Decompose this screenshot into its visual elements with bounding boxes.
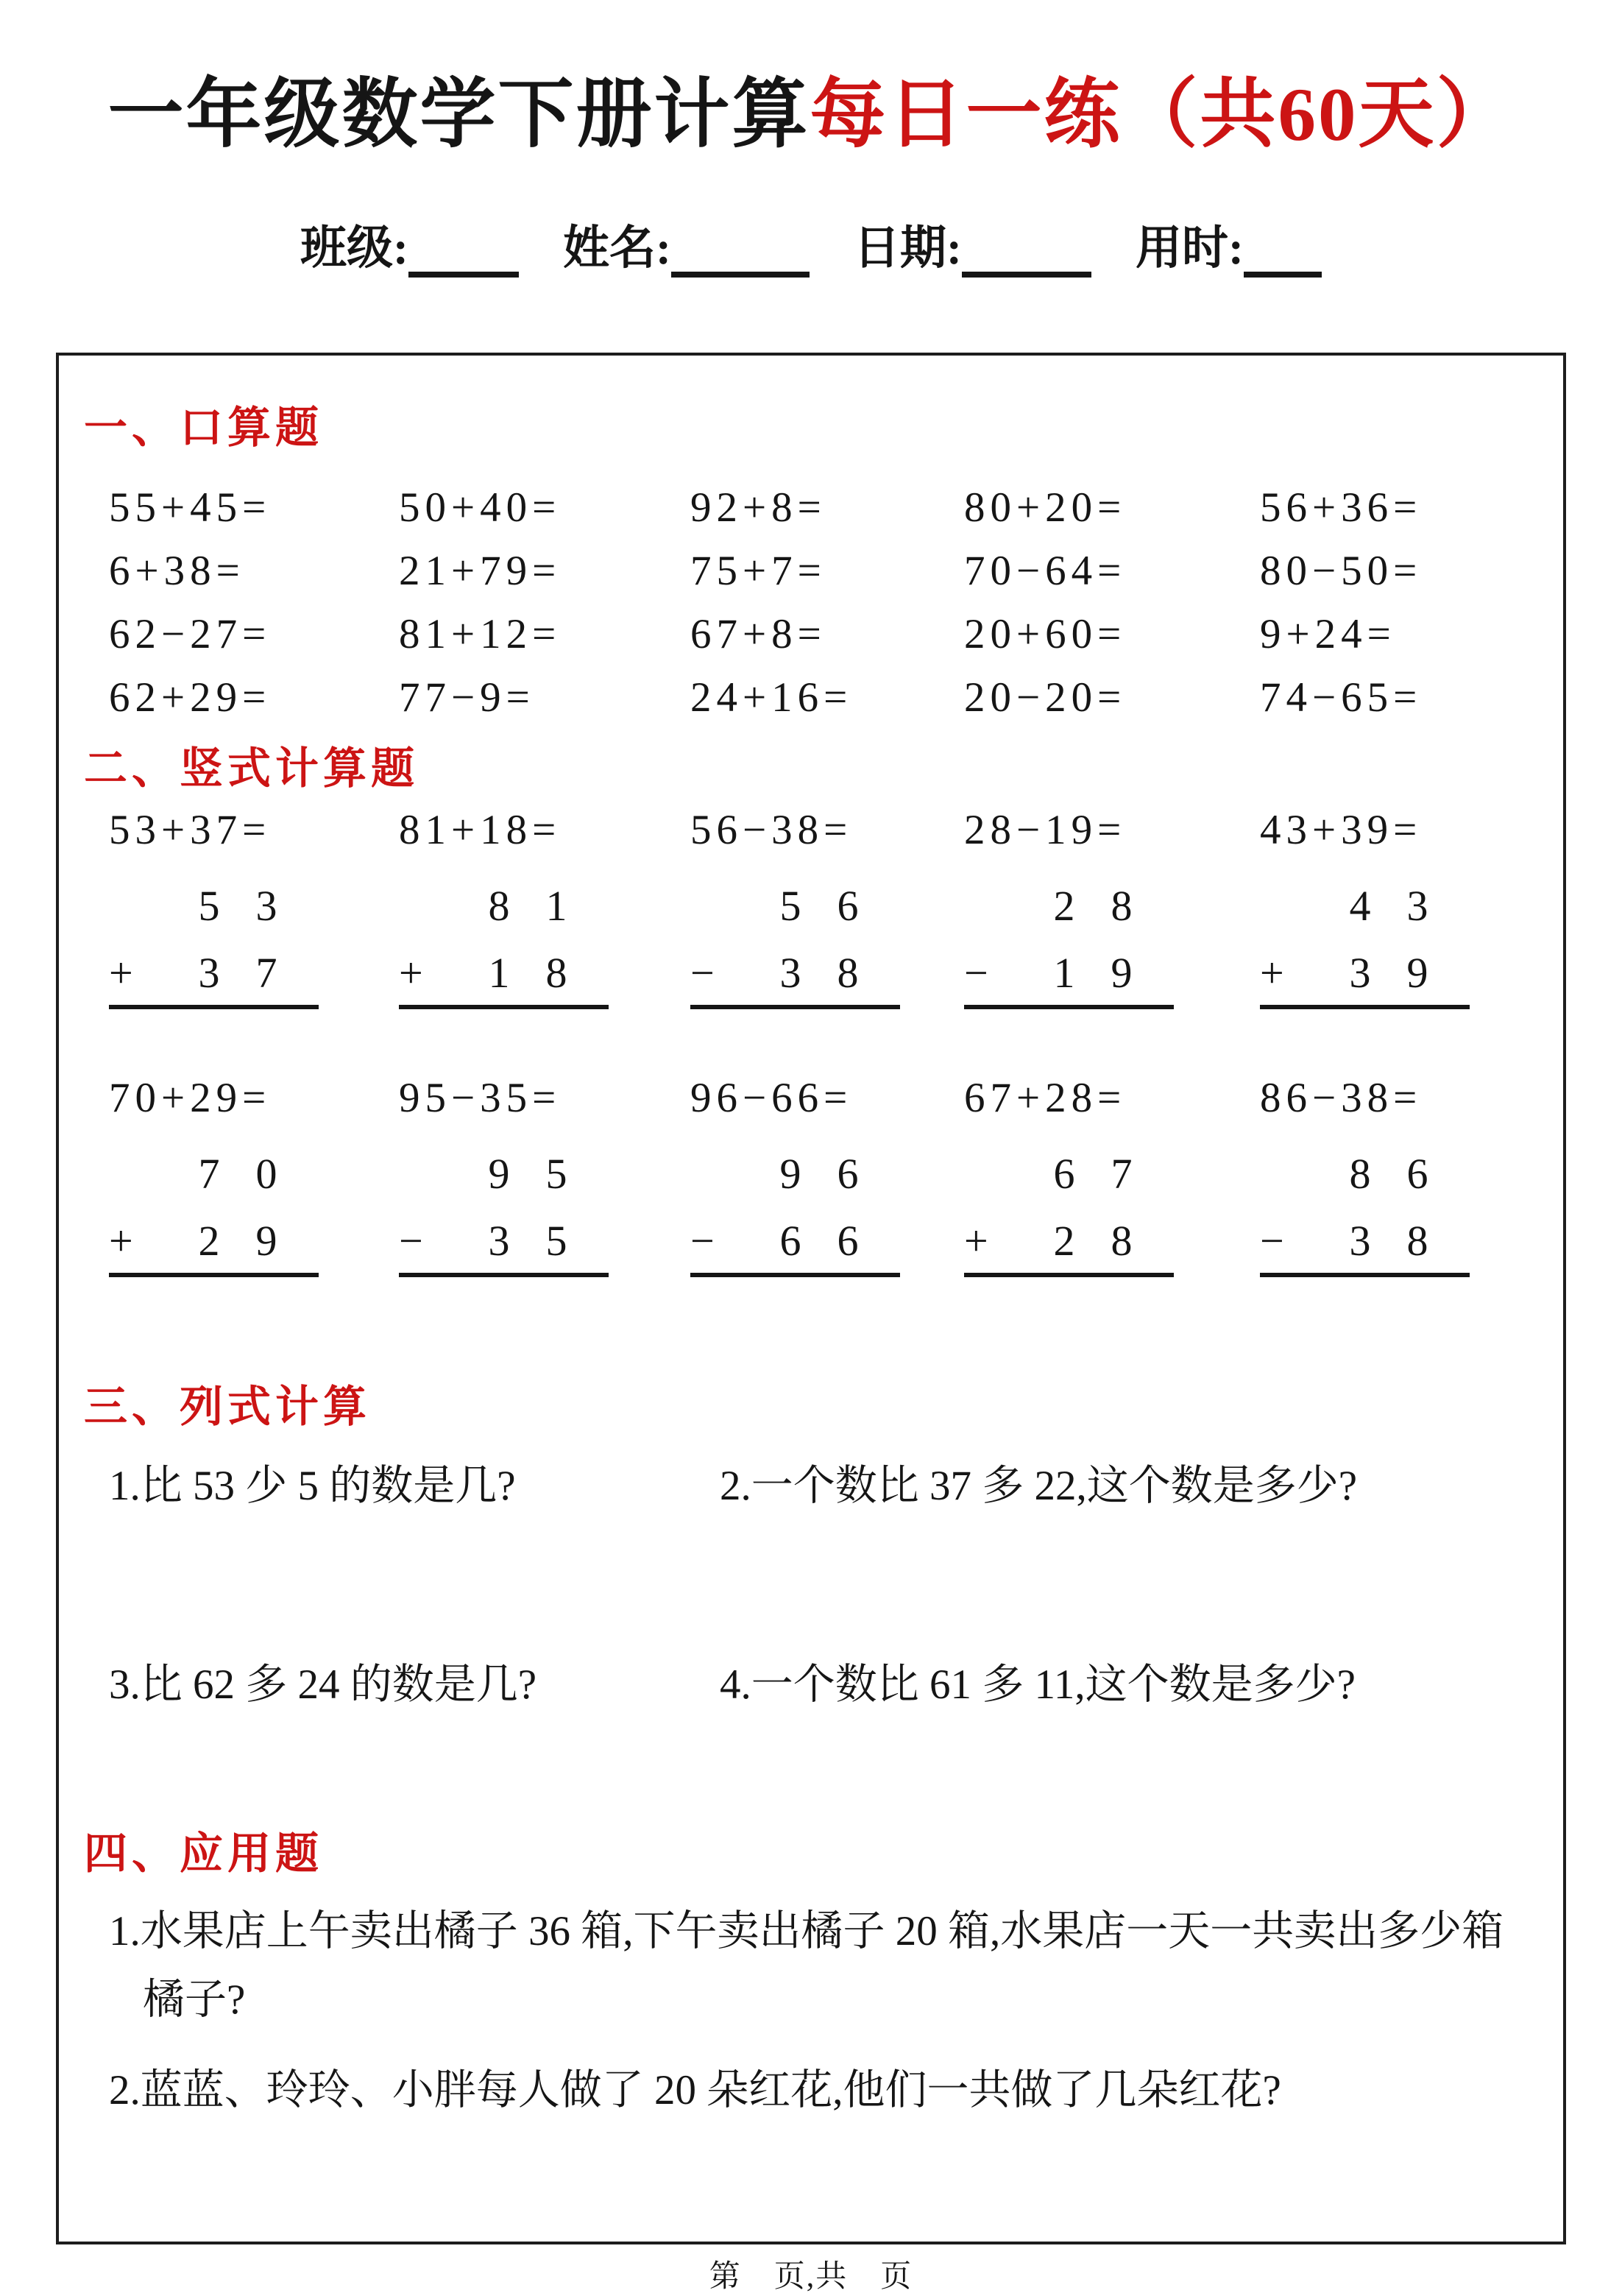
worksheet-border-box <box>56 353 1566 2244</box>
digit: 6 <box>837 882 859 930</box>
oral-problem: 80+20= <box>964 484 1127 531</box>
digit: 8 <box>1111 882 1133 930</box>
vertical-problem-equation: 43+39= <box>1260 807 1423 853</box>
digit: 4 <box>1349 882 1371 930</box>
digit: 1 <box>488 949 510 997</box>
page-title-black-part: 一年级数学下册计算 <box>107 73 810 157</box>
digit: 6 <box>1053 1150 1075 1198</box>
vertical-problem <box>964 1074 1174 1277</box>
digit: 1 <box>545 882 567 930</box>
meta-field-label: 日期: <box>854 222 962 274</box>
vertical-problems-group-1 <box>109 806 1541 1009</box>
vertical-problem-top-number <box>690 1149 900 1198</box>
meta-field-1 <box>300 222 519 274</box>
oral-problem: 81+12= <box>399 610 562 657</box>
digit: 8 <box>488 882 510 930</box>
vertical-problem <box>399 1074 609 1277</box>
vertical-problem-bottom-row <box>690 1216 900 1265</box>
digit: 9 <box>1111 949 1133 997</box>
digit: 8 <box>545 949 567 997</box>
meta-field-label: 姓名: <box>563 222 671 274</box>
digit: 6 <box>837 1150 859 1198</box>
vertical-problem <box>690 806 900 1009</box>
answer-line <box>399 1273 609 1277</box>
digit: 3 <box>1406 882 1428 930</box>
digit: 3 <box>488 1217 510 1265</box>
meta-field-blank-line <box>671 233 810 278</box>
digit: 2 <box>198 1217 220 1265</box>
expression-problem: 3.比 62 多 24 的数是几? <box>109 1661 537 1708</box>
answer-line <box>1260 1273 1470 1277</box>
vertical-problem-equation: 28−19= <box>964 807 1127 853</box>
oral-problem: 21+79= <box>399 547 562 594</box>
meta-row <box>0 211 1622 278</box>
vertical-problem-equation: 81+18= <box>399 807 562 853</box>
operator-sign: + <box>109 949 133 997</box>
answer-line <box>1260 1005 1470 1009</box>
digit: 9 <box>488 1150 510 1198</box>
oral-problems-grid <box>109 476 1541 729</box>
vertical-problem-equation: 53+37= <box>109 807 272 853</box>
digit: 6 <box>837 1217 859 1265</box>
meta-field-4 <box>1136 222 1322 274</box>
oral-problem: 70−64= <box>964 547 1127 594</box>
operator-sign: − <box>964 949 988 997</box>
operator-sign: + <box>109 1217 133 1265</box>
vertical-problem-bottom-row <box>399 948 609 997</box>
oral-problem: 92+8= <box>690 484 826 531</box>
operator-sign: − <box>690 949 715 997</box>
answer-line <box>964 1005 1174 1009</box>
vertical-problem-top-number <box>690 881 900 930</box>
section-heading-vertical: 二、竖式计算题 <box>84 744 419 793</box>
digit: 3 <box>255 882 277 930</box>
digit: 3 <box>779 949 801 997</box>
page-footer: 第 页,共 页 <box>709 2260 913 2294</box>
oral-problem: 20+60= <box>964 610 1127 657</box>
operator-sign: − <box>399 1217 423 1265</box>
oral-problem: 77−9= <box>399 674 535 721</box>
meta-field-2 <box>563 222 810 274</box>
section-heading-expressions: 三、列式计算 <box>84 1382 372 1431</box>
page-title-red-part: 每日一练（共60天） <box>810 73 1515 157</box>
digit: 9 <box>255 1217 277 1265</box>
digit: 2 <box>1053 882 1075 930</box>
vertical-problem-equation: 96−66= <box>690 1075 853 1121</box>
vertical-problem-top-number <box>1260 881 1470 930</box>
digit: 8 <box>1111 1217 1133 1265</box>
meta-field-3 <box>854 222 1091 274</box>
vertical-problem <box>690 1074 900 1277</box>
expression-problem: 2.一个数比 37 多 22,这个数是多少? <box>720 1463 1358 1509</box>
digit: 3 <box>1349 949 1371 997</box>
vertical-problem <box>1260 1074 1470 1277</box>
digit: 8 <box>1349 1150 1371 1198</box>
vertical-problem-top-number <box>109 881 319 930</box>
oral-problem: 9+24= <box>1260 610 1396 657</box>
word-problem: 2.蓝蓝、玲玲、小胖每人做了 20 朵红花,他们一共做了几朵红花? <box>109 2067 1281 2113</box>
answer-line <box>109 1273 319 1277</box>
oral-problem: 56+36= <box>1260 484 1423 531</box>
section-heading-oral: 一、口算题 <box>84 403 324 452</box>
digit: 9 <box>779 1150 801 1198</box>
meta-field-blank-line <box>408 233 519 278</box>
oral-problem: 74−65= <box>1260 674 1423 721</box>
digit: 0 <box>255 1150 277 1198</box>
answer-line <box>690 1005 900 1009</box>
digit: 3 <box>198 949 220 997</box>
word-problems-list <box>109 1897 1541 2124</box>
digit: 7 <box>255 949 277 997</box>
vertical-problem-bottom-row <box>690 948 900 997</box>
digit: 2 <box>1053 1217 1075 1265</box>
answer-line <box>399 1005 609 1009</box>
digit: 7 <box>1111 1150 1133 1198</box>
vertical-problem-bottom-row <box>109 948 319 997</box>
answer-line <box>964 1273 1174 1277</box>
vertical-problem-bottom-row <box>964 1216 1174 1265</box>
expression-problems-row-2 <box>109 1650 1541 1711</box>
operator-sign: − <box>1260 1217 1284 1265</box>
vertical-problem-top-number <box>964 1149 1174 1198</box>
vertical-problem-equation: 67+28= <box>964 1075 1127 1121</box>
vertical-problem-bottom-row <box>399 1216 609 1265</box>
meta-field-blank-line <box>1244 233 1322 278</box>
oral-problem: 75+7= <box>690 547 826 594</box>
digit: 6 <box>1406 1150 1428 1198</box>
digit: 8 <box>837 949 859 997</box>
vertical-problem-top-number <box>399 881 609 930</box>
answer-line <box>109 1005 319 1009</box>
vertical-problem <box>109 806 319 1009</box>
vertical-problem-equation: 95−35= <box>399 1075 562 1121</box>
digit: 6 <box>779 1217 801 1265</box>
vertical-problem <box>399 806 609 1009</box>
digit: 9 <box>1406 949 1428 997</box>
digit: 8 <box>1406 1217 1428 1265</box>
digit: 5 <box>545 1150 567 1198</box>
section-heading-word: 四、应用题 <box>84 1829 324 1878</box>
operator-sign: + <box>399 949 423 997</box>
vertical-problem-top-number <box>109 1149 319 1198</box>
oral-problem: 20−20= <box>964 674 1127 721</box>
digit: 5 <box>545 1217 567 1265</box>
vertical-problem-equation: 56−38= <box>690 807 853 853</box>
digit: 1 <box>1053 949 1075 997</box>
page-title <box>0 0 1622 162</box>
vertical-problem-top-number <box>399 1149 609 1198</box>
operator-sign: + <box>964 1217 988 1265</box>
vertical-problem-bottom-row <box>964 948 1174 997</box>
operator-sign: − <box>690 1217 715 1265</box>
meta-field-blank-line <box>962 233 1091 278</box>
vertical-problem <box>964 806 1174 1009</box>
word-problem: 1.水果店上午卖出橘子 36 箱,下午卖出橘子 20 箱,水果店一天一共卖出多少箱橘子? <box>109 1908 1504 2023</box>
operator-sign: + <box>1260 949 1284 997</box>
vertical-problems-group-2 <box>109 1074 1541 1277</box>
meta-field-label: 班级: <box>300 222 409 274</box>
oral-problem: 62+29= <box>109 674 272 721</box>
digit: 5 <box>198 882 220 930</box>
vertical-problem-bottom-row <box>109 1216 319 1265</box>
meta-field-label: 用时: <box>1135 222 1244 274</box>
vertical-problem <box>109 1074 319 1277</box>
vertical-problem-equation: 70+29= <box>109 1075 272 1121</box>
oral-problem: 55+45= <box>109 484 272 531</box>
vertical-problem-bottom-row <box>1260 948 1470 997</box>
vertical-problem-top-number <box>1260 1149 1470 1198</box>
expression-problem: 1.比 53 少 5 的数是几? <box>109 1463 516 1509</box>
oral-problem: 50+40= <box>399 484 562 531</box>
oral-problem: 62−27= <box>109 610 272 657</box>
oral-problem: 6+38= <box>109 547 245 594</box>
digit: 7 <box>198 1150 220 1198</box>
oral-problem: 24+16= <box>690 674 853 721</box>
answer-line <box>690 1273 900 1277</box>
vertical-problem-equation: 86−38= <box>1260 1075 1423 1121</box>
digit: 3 <box>1349 1217 1371 1265</box>
vertical-problem-top-number <box>964 881 1174 930</box>
vertical-problem-bottom-row <box>1260 1216 1470 1265</box>
expression-problem: 4.一个数比 61 多 11,这个数是多少? <box>720 1661 1356 1708</box>
digit: 5 <box>779 882 801 930</box>
oral-problem: 67+8= <box>690 610 826 657</box>
oral-problem: 80−50= <box>1260 547 1423 594</box>
vertical-problem <box>1260 806 1470 1009</box>
expression-problems-row-1 <box>109 1452 1541 1512</box>
